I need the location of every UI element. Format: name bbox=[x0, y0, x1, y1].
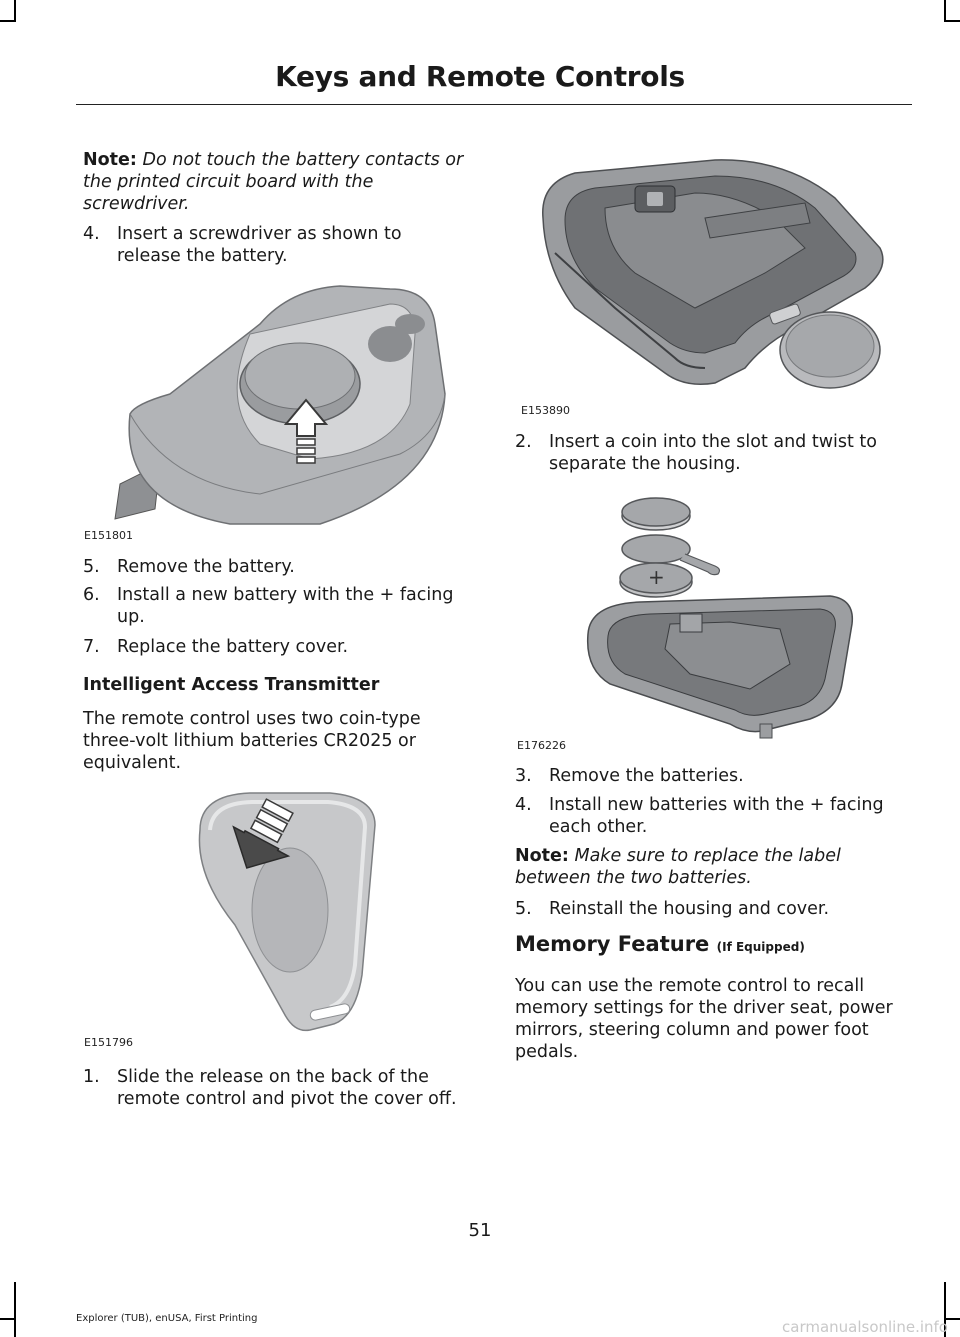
figure-fob-release-slider bbox=[190, 785, 390, 1035]
figure-batteries-exploded bbox=[580, 484, 860, 744]
list-text: Remove the batteries. bbox=[549, 766, 744, 786]
list-text: Install new batteries with the + facing each other. bbox=[549, 795, 884, 837]
list-number: 4. bbox=[83, 224, 100, 244]
paragraph bbox=[515, 975, 911, 1063]
list-text: Remove the battery. bbox=[117, 557, 295, 577]
list-text: Slide the release on the back of the remote control and pivot the cover off. bbox=[117, 1067, 457, 1109]
crop-mark bbox=[944, 20, 960, 22]
figure-remote-battery-release bbox=[110, 284, 450, 529]
note-label: Note: bbox=[515, 846, 569, 866]
figure-housing-open-battery bbox=[535, 158, 895, 403]
list-text: Insert a screwdriver as shown to release the battery. bbox=[117, 224, 402, 266]
figure-id: E153890 bbox=[521, 404, 570, 417]
crop-mark bbox=[14, 1282, 16, 1337]
list-number: 5. bbox=[515, 899, 532, 919]
list-text: Install a new battery with the + facing up. bbox=[117, 585, 454, 627]
list-number: 3. bbox=[515, 766, 532, 786]
note-label: Note: bbox=[83, 150, 137, 170]
right-note bbox=[515, 845, 895, 889]
list-number: 1. bbox=[83, 1067, 100, 1087]
watermark: carmanualsonline.info bbox=[782, 1318, 948, 1336]
section-heading-suffix: (If Equipped) bbox=[716, 940, 805, 954]
paragraph bbox=[83, 708, 463, 774]
list-number: 2. bbox=[515, 432, 532, 452]
footer-text: Explorer (TUB), enUSA, First Printing bbox=[76, 1313, 258, 1324]
list-number: 7. bbox=[83, 637, 100, 657]
list-text: Insert a coin into the slot and twist to separate the housing. bbox=[549, 432, 877, 474]
crop-mark bbox=[944, 0, 946, 22]
page-title: Keys and Remote Controls bbox=[275, 60, 685, 93]
section-heading: Intelligent Access Transmitter bbox=[83, 675, 380, 695]
list-number: 4. bbox=[515, 795, 532, 815]
left-note bbox=[83, 149, 479, 215]
section-heading bbox=[515, 932, 805, 956]
figure-id: E151796 bbox=[84, 1036, 133, 1049]
plus-icon: + bbox=[648, 565, 665, 589]
list-text: Replace the battery cover. bbox=[117, 637, 349, 657]
crop-mark bbox=[0, 20, 16, 22]
list-number: 6. bbox=[83, 585, 100, 605]
crop-mark bbox=[14, 0, 16, 22]
section-heading-text: Memory Feature bbox=[515, 932, 710, 956]
figure-id: E151801 bbox=[84, 529, 133, 542]
figure-id: E176226 bbox=[517, 739, 566, 752]
list-text: Reinstall the housing and cover. bbox=[549, 899, 830, 919]
list-number: 5. bbox=[83, 557, 100, 577]
header-rule bbox=[76, 104, 912, 105]
crop-mark bbox=[0, 1318, 16, 1320]
paragraph-text: The remote control uses two coin-type three-volt lithium batteries CR2025 or equivalent. bbox=[83, 709, 421, 773]
note-text: Do not touch the battery contacts or the printed circuit board with the screwdriver. bbox=[83, 150, 464, 214]
paragraph-text: You can use the remote control to recall memory settings for the driver seat, power mirrors, steering column and power foot pedals. bbox=[515, 976, 893, 1062]
page-number: 51 bbox=[468, 1220, 492, 1241]
note-text: Make sure to replace the label between the two batteries. bbox=[515, 846, 841, 888]
